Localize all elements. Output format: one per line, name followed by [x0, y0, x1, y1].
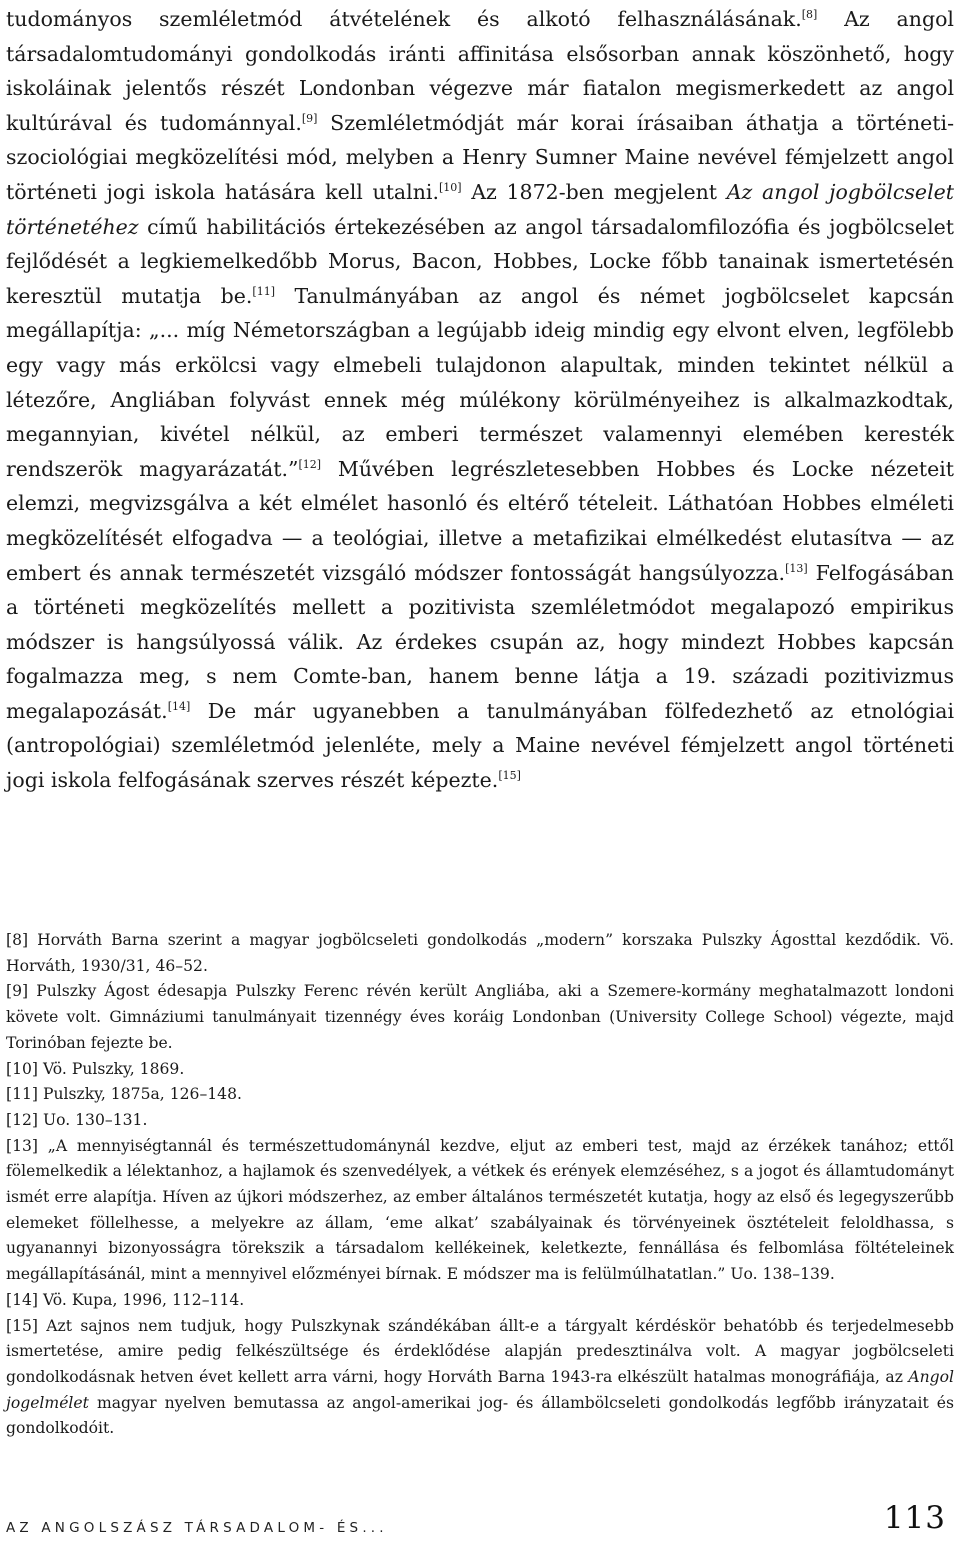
- footnote-12: [12] Uo. 130–131.: [6, 1110, 148, 1129]
- footnote-ref-10[interactable]: [10]: [439, 181, 462, 195]
- sentence: De már ugyanebben a tanulmányában fölfedezhető az etnológiai (antropológiai) szemléletmód jelenléte, mely a Maine nevével fémjelzett angol történeti jogi iskola felfogásának szerves részét képezte.: [6, 698, 954, 793]
- sentence: tudományos szemléletmód átvételének és alkotó felhasználásának.: [6, 7, 802, 31]
- footnote-14: [14] Vö. Kupa, 1996, 112–114.: [6, 1290, 245, 1309]
- footnote-ref-12[interactable]: [12]: [298, 457, 322, 471]
- footnote-11: [11] Pulszky, 1875a, 126–148.: [6, 1085, 242, 1104]
- sentence: Művében legrészletesebben Hobbes és Locke nézeteit elemzi, megvizsgálva a két elmélet hasonló és eltérő tételeit. Láthatóan Hobbes elméleti megközelítését elfogadva — a teológiai, illetve a metafizikai elmélkedést elutasítva — az embert és annak természetét vizsgáló módszer fontosságát hangsúlyozza.: [6, 456, 954, 585]
- sentence: Felfogásában a történeti megközelítés mellett a pozitivista szemléletmódot megalapozó empirikus módszer is hangsúlyossá válik. Az érdekes csupán az, hogy mindezt Hobbes kapcsán fogalmazza meg, s nem Comte-ban, hanem benne látja a 19. századi pozitivizmus megalapozását.: [6, 560, 954, 723]
- book-title: Az angol jogbölcselet történetéhez: [6, 179, 954, 239]
- footnote-9: [9] Pulszky Ágost édesapja Pulszky Ferenc révén került Angliába, aki a Szemere-kormány meghatalmazott londoni követe volt. Gimnáziumi tanulmányait tizennégy éves koráig Londonban (University College School) végezte, majd Torinóban fejezte be.: [6, 982, 954, 1052]
- book-title: Angol jogelmélet: [6, 1367, 954, 1412]
- footnote-13: [13] „A mennyiségtannál és természettudománynál kezdve, eljut az emberi test, majd az érzékek tanához; ettől fölemelkedik a lélektanhoz, a hajlamok és szenvedélyek, a vétkek és erények elemzéséhez, s a jogot és államtudományt ismét erre alapítja. Híven az újkori módszerhez, az ember általános természetét kutatja, hogy az első és legegyszerűbb elemeket föllelhesse, a melyekre az állam, ‘eme alkat’ szabályainak és törvényeinek ösztételeit feloldhassa, s ugyanannyi bizonyosságra törekszik a társadalom kellékeinek, keletkezte, fennállása és felbomlása föltételeinek megállapításánál, mint a mennyivel előzményei bírnak. E módszer ma is felülmúlhatatlan.” Uo. 138–139.: [6, 1136, 954, 1284]
- sentence: Az angol társadalomtudományi gondolkodás iránti affinitása elsősorban annak köszönhető, hogy iskoláinak jelentős részét Londonban végezve már fiatalon megismerkedett az angol kultúrával és tudománnyal.: [6, 7, 954, 135]
- footnote-8: [8] Horváth Barna szerint a magyar jogbölcseleti gondolkodás „modern” korszaka Pulszky Ágosttal kezdődik. Vö. Horváth, 1930/31, 46–52.: [6, 931, 954, 975]
- sentence: Szemléletmódját már korai írásaiban áthatja a történeti-szociológiai megközelítési mód, melyben a Henry Sumner Maine nevével fémjelzett angol történeti jogi iskola hatására kell utalni.: [6, 110, 954, 204]
- footnote-ref-13[interactable]: [13]: [785, 561, 808, 575]
- footnote-ref-15[interactable]: [15]: [498, 769, 521, 783]
- footnote-15: [6, 1314, 954, 1443]
- footnote-ref-8[interactable]: [8]: [801, 8, 818, 22]
- page-number: 113: [883, 1500, 946, 1536]
- footnote-ref-14[interactable]: [14]: [167, 700, 191, 714]
- sentence: Az 1872-ben megjelent: [461, 179, 727, 204]
- footnote-text: magyar nyelven bemutassa az angol-amerikai jog- és állambölcseleti gondolkodás legfőbb irányzatait és gondolkodóit.: [6, 1393, 954, 1438]
- footnote-10: [10] Vö. Pulszky, 1869.: [6, 1059, 185, 1078]
- running-head: AZ ANGOLSZÁSZ TÁRSADALOM- ÉS...: [6, 1520, 388, 1536]
- footnotes: [6, 928, 954, 1442]
- main-text: [6, 2, 954, 798]
- footnote-ref-11[interactable]: [11]: [252, 284, 275, 298]
- sentence: című habilitációs értekezésében az angol társadalomfilozófia és jogbölcselet fejlődését a legkiemelkedőbb Morus, Bacon, Hobbes, Locke főbb tanainak ismertetésén keresztül mutatja be.: [6, 214, 954, 308]
- footnote-ref-9[interactable]: [9]: [301, 111, 318, 125]
- sentence: Tanulmányában az angol és német jogbölcselet kapcsán megállapítja: „... míg Németországban a legújabb ideig mindig egy elvont elven, legfölebb egy vagy más erkölcsi vagy elmebeli tulajdonon alapultak, minden tekintet nélkül a létezőre, Angliában folyvást ennek még múlékony körülményeihez is alkalmazkodtak, megannyian, kivétel nélkül, az emberi természet valamennyi elemében keresték rendszerök magyarázatát.”: [6, 283, 954, 481]
- footnote-text: [15] Azt sajnos nem tudjuk, hogy Pulszkynak szándékában állt-e a tárgyalt kérdéskör behatóbb és terjedelmesebb ismertetése, amire pedig felkészültsége és érdeklődése alapján predesztinálva volt. A magyar jogbölcseleti gondolkodásnak hetven évet kellett arra várni, hogy Horváth Barna 1943-ra elkészült hatalmas monográfiája, az: [6, 1316, 954, 1386]
